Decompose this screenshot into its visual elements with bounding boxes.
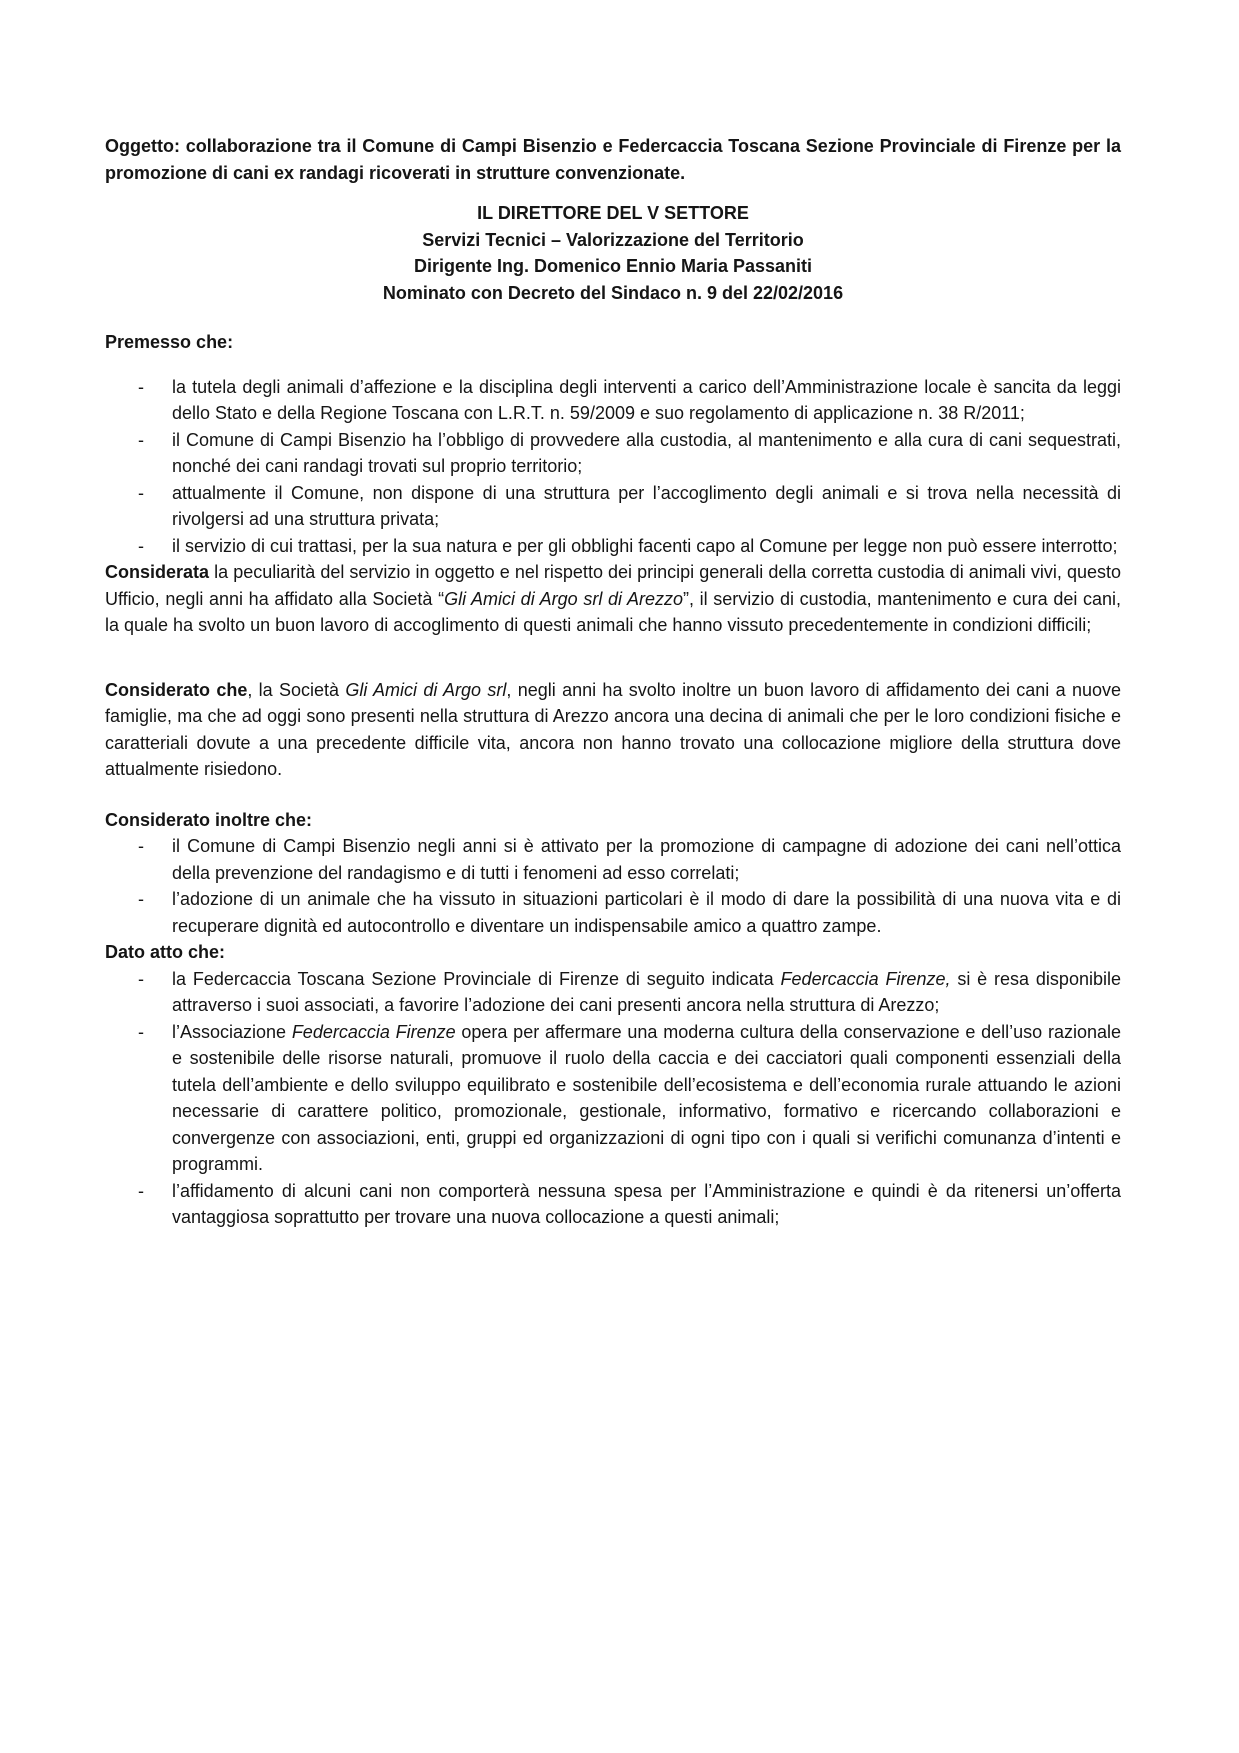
dato-atto-heading: Dato atto che: [105, 942, 226, 962]
list-item [172, 966, 1121, 1019]
list-item: - il Comune di Campi Bisenzio negli anni si è attivato per la promozione di campagne di adozione dei cani nell’ottica della prevenzione del randagismo e di tutti i fenomeni ad esso correlati; [172, 833, 1121, 886]
list-item: - l’affidamento di alcuni cani non comporterà nessuna spesa per l’Amministrazione e quindi è da ritenersi un’offerta vantaggiosa soprattutto per trovare una nuova collocazione a questi animali; [172, 1178, 1121, 1231]
paragraph-run: la Federcaccia Toscana Sezione Provinciale di Firenze di seguito indicata [172, 968, 781, 989]
paragraph-run: Considerata [105, 562, 210, 582]
paragraph-run: ”, il servizio di custodia, mantenimento e cura dei cani, la quale ha svolto un buon lavoro di accoglimento di questi animali che hanno vissuto precedentemente in condizioni difficili; [105, 588, 1122, 635]
considerato-che-paragraph [105, 677, 1121, 783]
paragraph-run: opera per affermare una moderna cultura della conservazione e dell’uso razionale e sostenibile delle risorse naturali, promuove il ruolo della caccia e dei cacciatori quali componenti essenziali della tutela dell’ambiente e dello sviluppo equilibrato e sostenibile dell’ecosistema e dell’economia rurale attuando le azioni necessarie di carattere politico, promozionale, gestionale, informativo, formativo e ricercando collaborazioni e convergenze con associazioni, enti, gruppi ed organizzazioni di ogni tipo con i quali si verifichi comunanza d’intenti e programmi. [172, 1021, 1121, 1174]
subject-paragraph: Oggetto: collaborazione tra il Comune di Campi Bisenzio e Federcaccia Toscana Sezione Provinciale di Firenze per la promozione di cani ex randagi ricoverati in strutture convenzionate. [105, 136, 1121, 183]
premesso-heading: Premesso che: [105, 332, 234, 352]
paragraph-run: Federcaccia Firenze, [780, 968, 951, 989]
header-line-decree: Nominato con Decreto del Sindaco n. 9 del 22/02/2016 [382, 282, 844, 303]
considerato-inoltre-heading: Considerato inoltre che: [105, 809, 313, 830]
list-item: - il servizio di cui trattasi, per la sua natura e per gli obblighi facenti capo al Comune per legge non può essere interrotto; [172, 533, 1121, 560]
list-item: - il Comune di Campi Bisenzio ha l’obbligo di provvedere alla custodia, al mantenimento e alla cura di cani sequestrati, nonché dei cani randagi trovati sul proprio territorio; [172, 427, 1121, 480]
list-item: - la tutela degli animali d’affezione e la disciplina degli interventi a carico dell’Amministrazione locale è sancita da leggi dello Stato e della Regione Toscana con L.R.T. n. 59/2009 e suo regolamento di applicazione n. 38 R/2011; [172, 374, 1121, 427]
considerata-paragraph [105, 559, 1121, 639]
paragraph-run: Gli Amici di Argo srl di Arezzo [444, 588, 683, 609]
header-line-manager: Dirigente Ing. Domenico Ennio Maria Passaniti [413, 256, 813, 276]
paragraph-run: Gli Amici di Argo srl [345, 679, 507, 700]
list-item: - attualmente il Comune, non dispone di una struttura per l’accoglimento degli animali e si trova nella necessità di rivolgersi ad una struttura privata; [172, 480, 1121, 533]
document-content [105, 133, 1121, 1231]
considerato-inoltre-list [105, 833, 1121, 939]
header-line-director: IL DIRETTORE DEL V SETTORE [477, 203, 749, 223]
list-item: - l’adozione di un animale che ha vissuto in situazioni particolari è il modo di dare la possibilità di una nuova vita e di recuperare dignità ed autocontrollo e diventare un indispensabile amico a quattro zampe. [172, 886, 1121, 939]
header-block [105, 200, 1121, 306]
dato-atto-list [105, 966, 1121, 1231]
paragraph-run: Considerato che [105, 679, 248, 700]
paragraph-run: , la Società [247, 679, 346, 700]
paragraph-run: la peculiarità del servizio in oggetto e nel rispetto dei principi generali della corretta custodia di animali vivi, questo Ufficio, negli anni ha affidato alla Società “ [105, 562, 1121, 609]
header-line-service: Servizi Tecnici – Valorizzazione del Territorio [422, 229, 804, 250]
paragraph-run: , negli anni ha svolto inoltre un buon lavoro di affidamento dei cani a nuove famiglie, ma che ad oggi sono presenti nella struttura di Arezzo ancora una decina di animali che per le loro condizioni fisiche e caratteriali dovute a una precedente difficile vita, ancora non hanno trovato una collocazione migliore della struttura dove attualmente risiedono. [105, 679, 1121, 779]
paragraph-run: Federcaccia Firenze [291, 1021, 456, 1042]
paragraph-run: l’Associazione [172, 1021, 292, 1042]
premesso-list [105, 374, 1121, 560]
paragraph-run: si è resa disponibile attraverso i suoi associati, a favorire l’adozione dei cani presenti ancora nella struttura di Arezzo; [172, 968, 1121, 1015]
list-item [172, 1019, 1121, 1178]
